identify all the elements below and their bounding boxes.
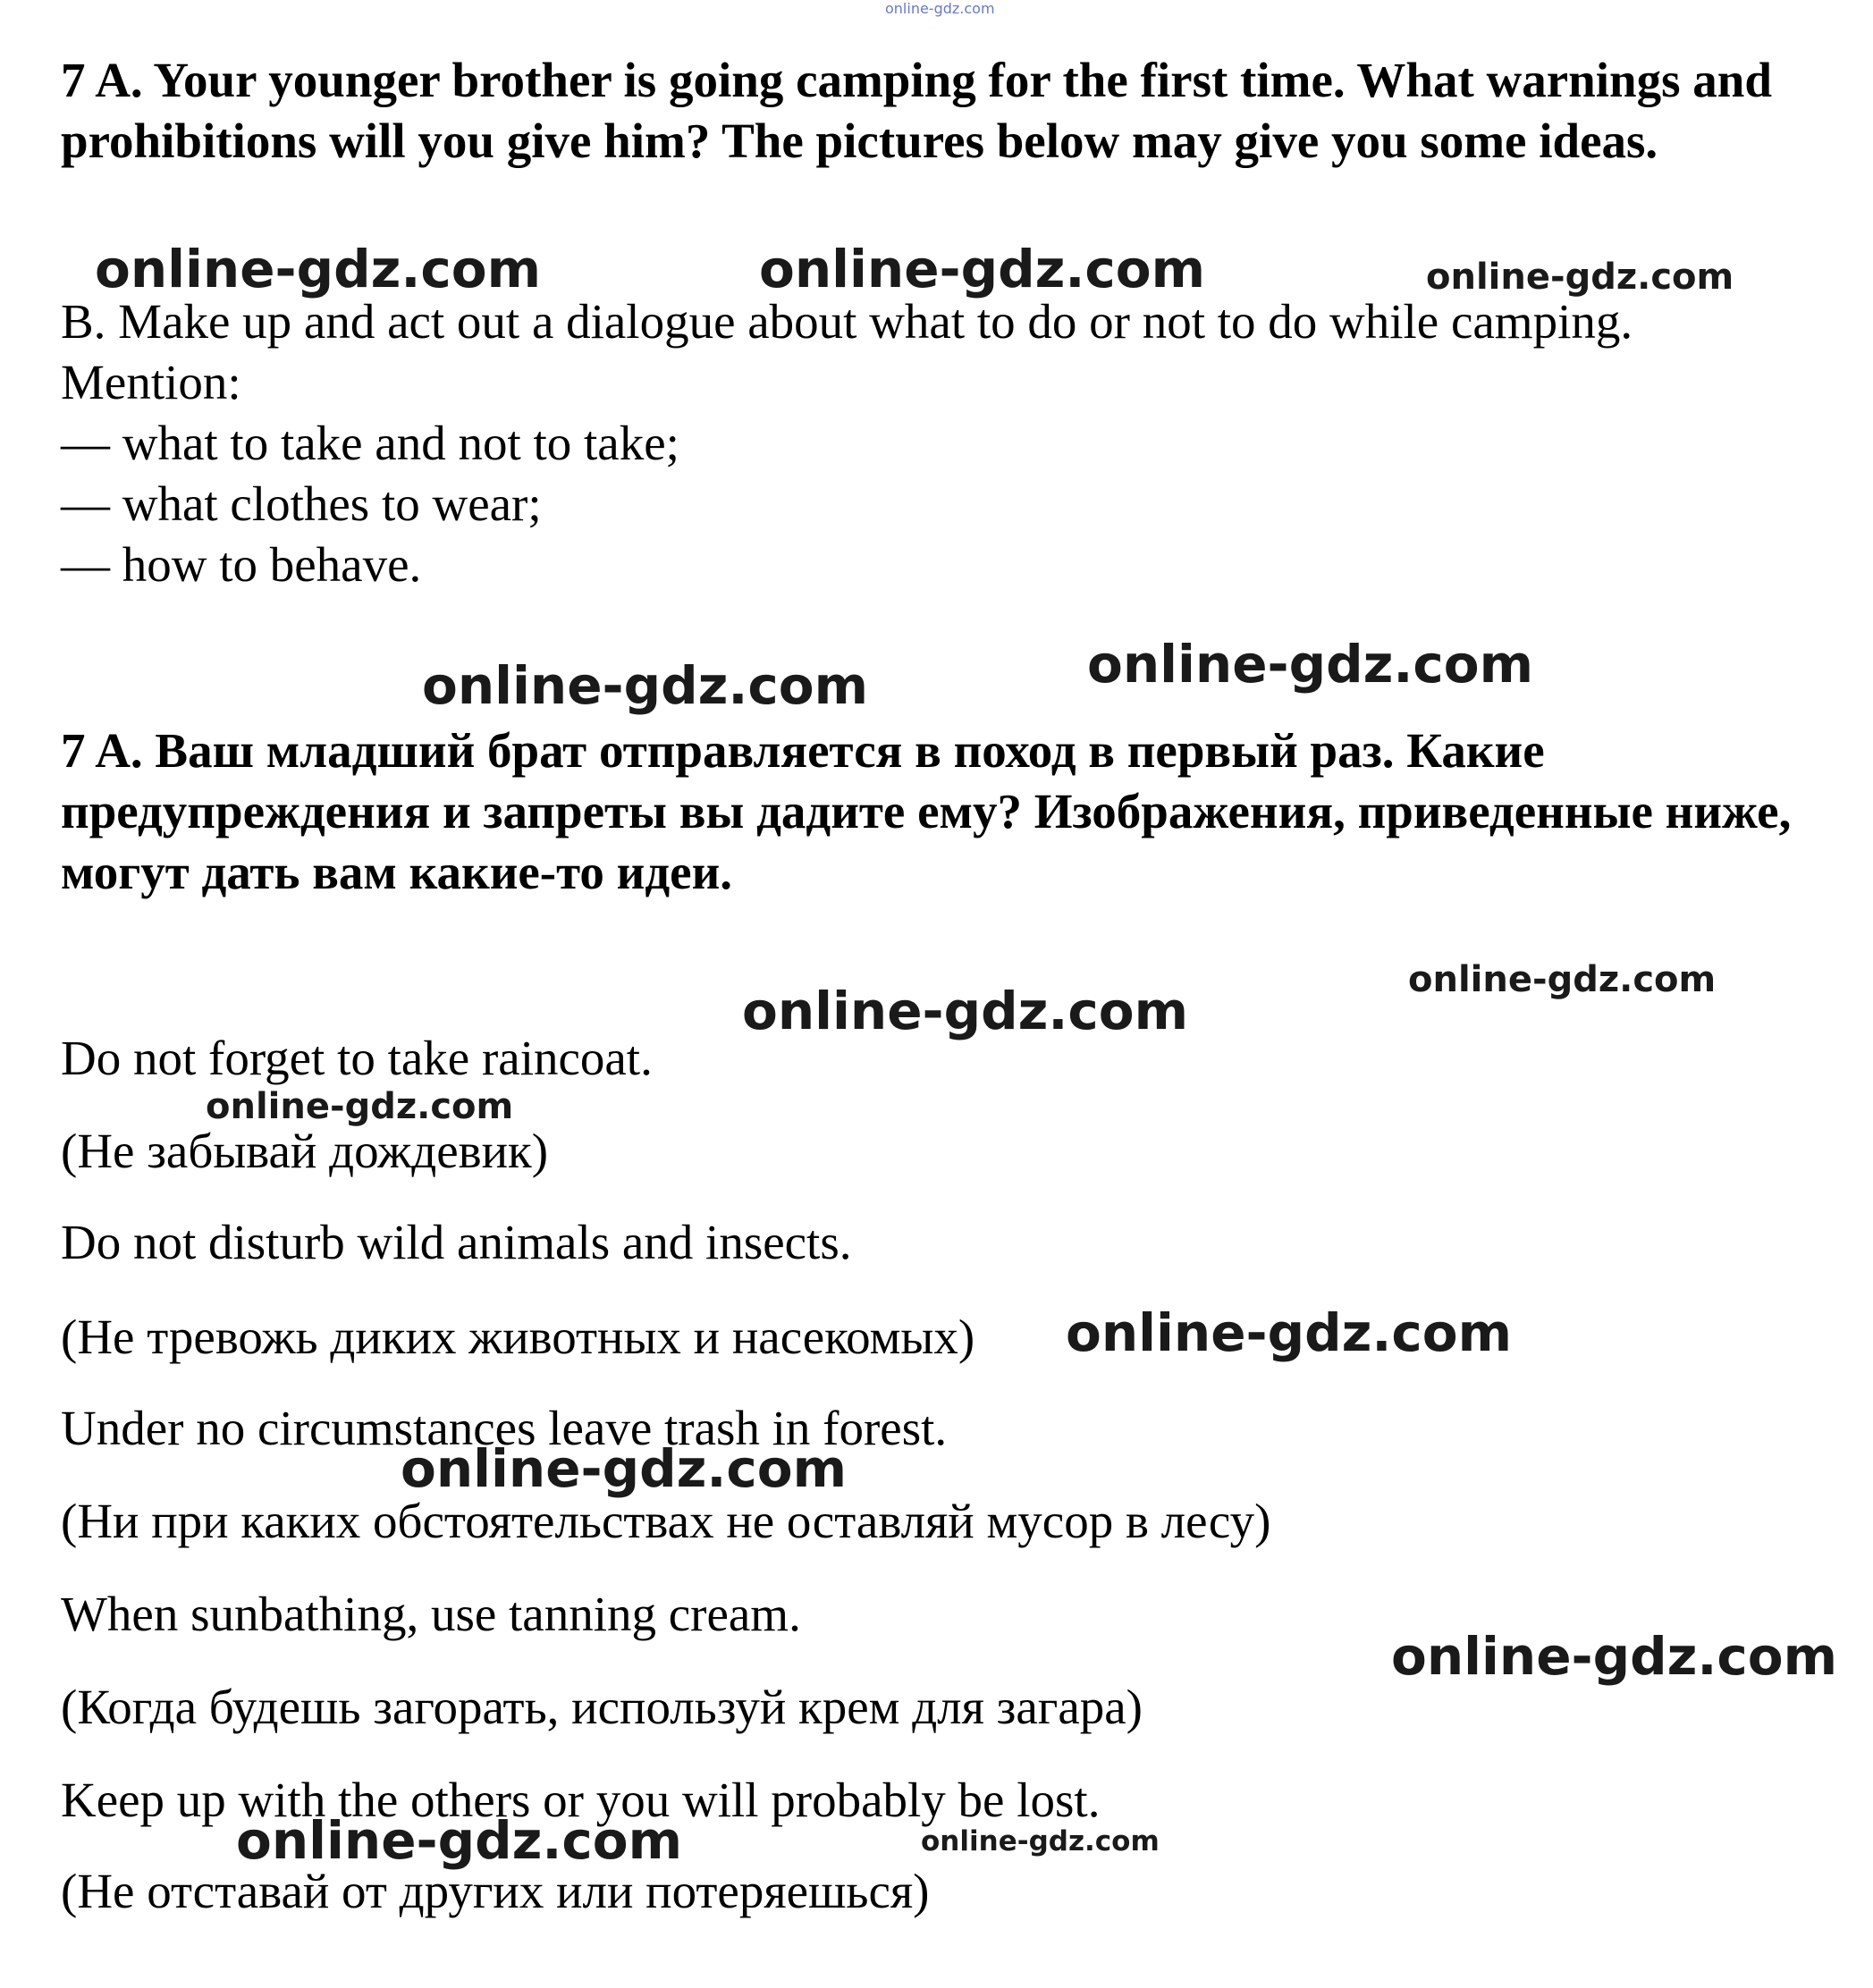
answer-4-en: When sunbathing, use tanning cream. (61, 1587, 801, 1641)
watermark-1: online-gdz.com (95, 239, 542, 299)
watermark-top: online-gdz.com (885, 0, 995, 17)
mention-label: Mention: (61, 355, 241, 409)
watermark-11: online-gdz.com (1391, 1626, 1838, 1687)
part-b-text: B. Make up and act out a dialogue about what to do or not to do while camping. (61, 294, 1633, 349)
watermark-8: online-gdz.com (206, 1086, 514, 1127)
answer-2-en: Do not disturb wild animals and insects. (61, 1215, 852, 1269)
mention-item-2: — what clothes to wear; (61, 476, 542, 531)
watermark-7: online-gdz.com (742, 981, 1189, 1041)
answer-1-en: Do not forget to take raincoat. (61, 1031, 653, 1085)
watermark-13: online-gdz.com (921, 1825, 1160, 1857)
task-heading-ru: 7 A. Ваш младший брат отправляется в поход в первый раз. Какие предупреждения и запреты вы дадите ему? Изображения, приведенные ниже, могут дать вам какие-то идеи. (61, 723, 1792, 899)
mention-item-1: — what to take and not to take; (61, 416, 679, 470)
mention-item-3: — how to behave. (61, 537, 422, 592)
task-heading-en: 7 A. Your younger brother is going camping for the first time. What warnings and prohibitions will you give him? The pictures below may give you some ideas. (61, 53, 1772, 168)
answer-4-ru: (Когда будешь загорать, используй крем для загара) (61, 1680, 1143, 1734)
answer-5-en: Keep up with the others or you will probably be lost. (61, 1773, 1101, 1827)
watermark-2: online-gdz.com (759, 239, 1206, 299)
watermark-6: online-gdz.com (1408, 959, 1717, 1000)
watermark-5: online-gdz.com (1087, 634, 1534, 695)
answer-3-en: Under no circumstances leave trash in forest. (61, 1401, 948, 1455)
answer-2-ru: (Не тревожь диких животных и насекомых) (61, 1310, 975, 1364)
watermark-10: online-gdz.com (401, 1438, 848, 1499)
watermark-4: online-gdz.com (422, 655, 869, 716)
watermark-12: online-gdz.com (236, 1810, 683, 1871)
answer-3-ru: (Ни при каких обстоятельствах не оставляй мусор в лесу) (61, 1494, 1271, 1548)
watermark-3: online-gdz.com (1426, 257, 1734, 298)
answer-1-ru: (Не забывай дождевик) (61, 1124, 549, 1178)
watermark-9: online-gdz.com (1066, 1302, 1513, 1363)
answer-5-ru: (Не отставай от других или потеряешься) (61, 1864, 930, 1918)
